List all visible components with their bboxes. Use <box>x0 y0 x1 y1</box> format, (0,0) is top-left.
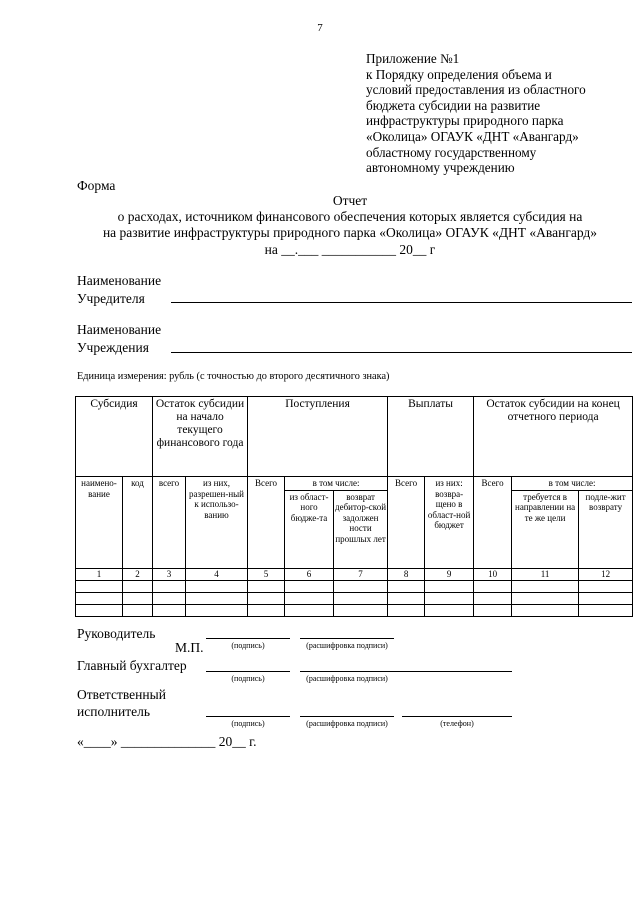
table-cell[interactable] <box>248 592 285 604</box>
col-number: 8 <box>388 568 425 580</box>
table-cell[interactable] <box>388 592 425 604</box>
col-number: 3 <box>153 568 186 580</box>
report-subtitle-line: на развитие инфраструктуры природного парка «Околица» ОГАУК «ДНТ «Авангард» <box>102 225 598 240</box>
institution-label <box>77 321 161 356</box>
table-cell[interactable] <box>285 592 334 604</box>
col-payments-total: Всего <box>388 477 425 569</box>
table-cell[interactable] <box>248 604 285 616</box>
accountant-signature-field[interactable] <box>206 671 290 672</box>
responsible-label <box>77 686 166 720</box>
col-receipts-including: в том числе: <box>285 477 388 491</box>
table-cell[interactable] <box>579 580 633 592</box>
table-cell[interactable] <box>248 580 285 592</box>
founder-label-line: Учредителя <box>77 290 145 306</box>
table-cell[interactable] <box>186 604 248 616</box>
table-cell[interactable] <box>512 592 579 604</box>
table-row <box>76 592 633 604</box>
col-number: 4 <box>186 568 248 580</box>
table-cell[interactable] <box>153 592 186 604</box>
table-cell[interactable] <box>334 604 388 616</box>
col-number: 11 <box>512 568 579 580</box>
appendix-line: автономному учреждению <box>366 160 515 176</box>
table-cell[interactable] <box>76 580 123 592</box>
responsible-phone-field[interactable] <box>402 716 512 717</box>
col-balance-permitted: из них, разрешен-ный к использо-ванию <box>186 477 248 569</box>
col-end-total: Всего <box>474 477 512 569</box>
appendix-line: «Околица» ОГАУК «ДНТ «Авангард» <box>366 128 579 144</box>
appendix-line: к Порядку определения объема и <box>366 66 552 82</box>
col-number: 9 <box>425 568 474 580</box>
col-number: 6 <box>285 568 334 580</box>
head-decoding-field[interactable] <box>300 638 394 639</box>
table-cell[interactable] <box>388 604 425 616</box>
accountant-decoding-field[interactable] <box>300 671 512 672</box>
col-end-including: в том числе: <box>512 477 633 491</box>
decoding-caption: (расшифровка подписи) <box>306 674 388 683</box>
table-cell[interactable] <box>153 580 186 592</box>
table-cell[interactable] <box>474 592 512 604</box>
table-cell[interactable] <box>579 592 633 604</box>
report-title: Отчет <box>332 193 368 208</box>
col-debt-return: возврат дебитор-ской задолжен ности прошлых лет <box>334 490 388 568</box>
appendix-line: Приложение №1 <box>366 51 460 66</box>
institution-name-field[interactable] <box>171 352 632 353</box>
col-receipts-total: Всего <box>248 477 285 569</box>
col-number: 2 <box>123 568 153 580</box>
head-signature-field[interactable] <box>206 638 290 639</box>
table-cell[interactable] <box>186 580 248 592</box>
institution-label-line: Наименование <box>77 322 162 337</box>
institution-label-line: Учреждения <box>77 339 149 355</box>
table-cell[interactable] <box>334 592 388 604</box>
table-cell[interactable] <box>388 580 425 592</box>
table-cell[interactable] <box>579 604 633 616</box>
table-cell[interactable] <box>512 604 579 616</box>
founder-label-line: Наименование <box>77 273 162 288</box>
table-cell[interactable] <box>123 604 153 616</box>
col-number: 5 <box>248 568 285 580</box>
col-group-subsidy: Субсидия <box>76 397 153 477</box>
table-cell[interactable] <box>76 592 123 604</box>
col-number: 12 <box>579 568 633 580</box>
head-label: Руководитель <box>77 626 156 641</box>
col-required: требуется в направлении на те же цели <box>512 490 579 568</box>
decoding-caption: (расшифровка подписи) <box>306 641 388 650</box>
signature-caption: (подпись) <box>231 641 265 650</box>
signature-caption: (подпись) <box>231 719 265 728</box>
table-cell[interactable] <box>425 580 474 592</box>
table-cell[interactable] <box>123 580 153 592</box>
col-group-receipts: Поступления <box>248 397 388 477</box>
responsible-label-line: исполнитель <box>77 704 150 719</box>
founder-label <box>77 272 161 307</box>
signature-caption: (подпись) <box>231 674 265 683</box>
decoding-caption: (расшифровка подписи) <box>306 719 388 728</box>
phone-caption: (телефон) <box>440 719 474 728</box>
col-code: код <box>123 477 153 569</box>
col-payments-returned: из них: возвра-щено в област-ной бюджет <box>425 477 474 569</box>
appendix-line: условий предоставления из областного <box>366 82 586 98</box>
responsible-decoding-field[interactable] <box>300 716 394 717</box>
col-group-balance-start: Остаток субсидии на начало текущего финансового года <box>153 397 248 477</box>
table-cell[interactable] <box>285 604 334 616</box>
table-cell[interactable] <box>334 580 388 592</box>
report-date-line: на __.___ ___________ 20__ г <box>264 242 436 257</box>
report-table <box>75 396 633 617</box>
table-cell[interactable] <box>76 604 123 616</box>
date-line: «____» ______________ 20__ г. <box>77 734 257 749</box>
responsible-label-line: Ответственный <box>77 687 166 702</box>
form-label: Форма <box>77 178 116 193</box>
col-number: 10 <box>474 568 512 580</box>
table-row <box>76 604 633 616</box>
appendix-line: бюджета субсидии на развитие <box>366 97 541 113</box>
report-subtitle-line: о расходах, источником финансового обеспечения которых является субсидия на <box>117 209 583 224</box>
chief-accountant-label: Главный бухгалтер <box>77 658 187 673</box>
col-name: наимено-вание <box>76 477 123 569</box>
table-cell[interactable] <box>186 592 248 604</box>
table-row <box>76 580 633 592</box>
col-balance-total: всего <box>153 477 186 569</box>
responsible-signature-field[interactable] <box>206 716 290 717</box>
col-group-payments: Выплаты <box>388 397 474 477</box>
col-number: 7 <box>334 568 388 580</box>
table-cell[interactable] <box>123 592 153 604</box>
appendix-header <box>366 51 626 176</box>
unit-note: Единица измерения: рубль (с точностью до второго десятичного знака) <box>77 371 390 382</box>
founder-name-field[interactable] <box>171 302 632 303</box>
table-cell[interactable] <box>474 580 512 592</box>
table-cell[interactable] <box>474 604 512 616</box>
col-to-return: подле-жит возврату <box>579 490 633 568</box>
table-cell[interactable] <box>285 580 334 592</box>
appendix-line: областному государственному <box>366 144 537 160</box>
col-from-budget: из област-ного бюдже-та <box>285 490 334 568</box>
table-cell[interactable] <box>425 604 474 616</box>
col-group-balance-end: Остаток субсидии на конец отчетного периода <box>474 397 633 477</box>
table-cell[interactable] <box>512 580 579 592</box>
stamp-label: М.П. <box>175 640 204 655</box>
page-number: 7 <box>317 22 323 34</box>
table-cell[interactable] <box>153 604 186 616</box>
appendix-line: инфраструктуры природного парка <box>366 113 564 129</box>
table-cell[interactable] <box>425 592 474 604</box>
col-number: 1 <box>76 568 123 580</box>
